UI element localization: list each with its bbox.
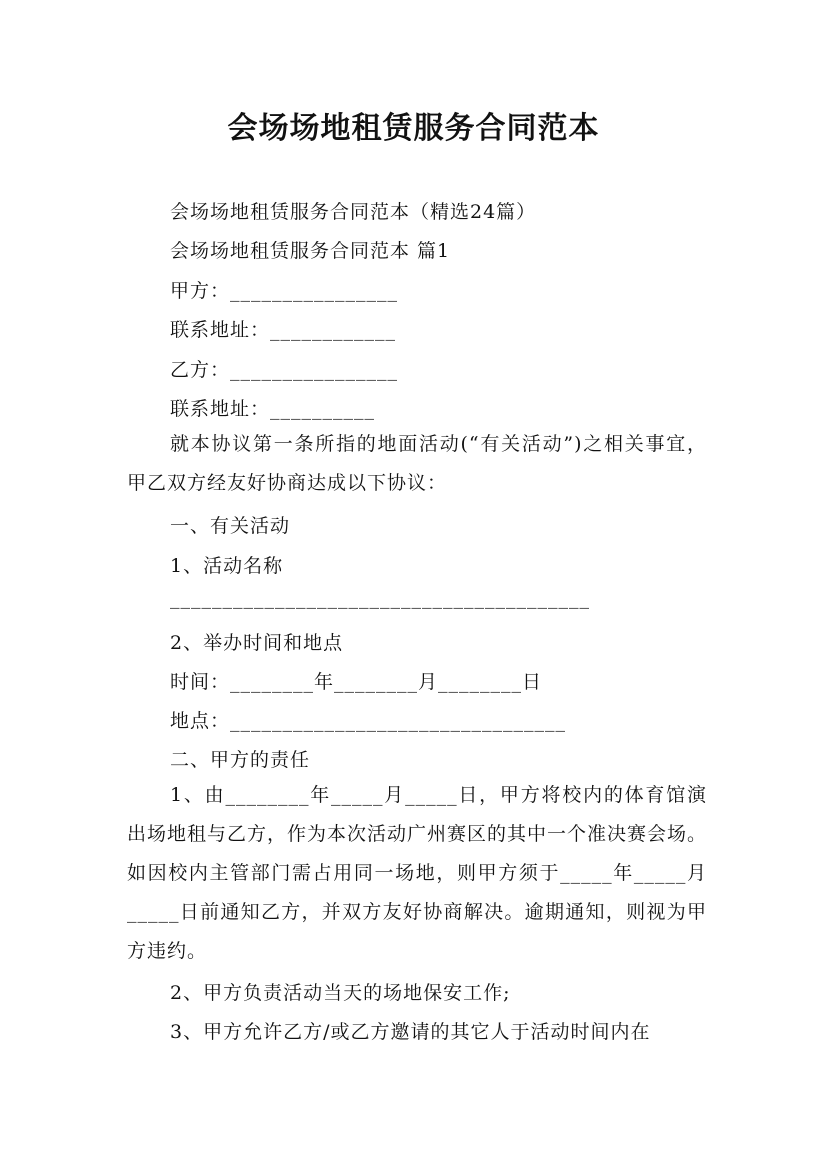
party-a-duty-paragraph: 1、由________年_____月_____日，甲方将校内的体育馆演出场地租与乙方，作为本次活动广州赛区的其中一个准决赛会场。如因校内主管部门需占用同一场地，则甲方须于_____年_____月_____日前通知乙方，并双方友好协商解决。逾期通知，则视为甲方违约。 bbox=[127, 784, 708, 962]
party-a-address-field: 联系地址：____________ bbox=[170, 319, 397, 341]
clause-heading-2: 二、甲方的责任 bbox=[170, 749, 311, 771]
time-field: 时间：________年________月________日 bbox=[170, 671, 543, 693]
activity-name-blank: ________________________________________ bbox=[170, 587, 590, 609]
duty-item-3: 3、甲方允许乙方/或乙方邀请的其它人于活动时间内在 bbox=[170, 1021, 651, 1043]
party-b-address-field: 联系地址：__________ bbox=[170, 398, 376, 420]
party-a-field: 甲方：________________ bbox=[170, 280, 399, 302]
party-b-field: 乙方：________________ bbox=[170, 359, 399, 381]
subtitle-line: 会场场地租赁服务合同范本（精选24篇） bbox=[170, 201, 537, 223]
document-title: 会场场地租赁服务合同范本 bbox=[227, 111, 600, 146]
time-place-label: 2、举办时间和地点 bbox=[170, 632, 344, 654]
activity-name-label: 1、活动名称 bbox=[170, 555, 284, 577]
section-heading: 会场场地租赁服务合同范本 篇1 bbox=[170, 240, 451, 262]
duty-item-2: 2、甲方负责活动当天的场地保安工作; bbox=[170, 982, 511, 1004]
clause-heading-1: 一、有关活动 bbox=[170, 515, 291, 537]
place-field: 地点：________________________________ bbox=[170, 710, 567, 732]
intro-paragraph: 就本协议第一条所指的地面活动(“有关活动”)之相关事宜，甲乙双方经友好协商达成以下协议： bbox=[127, 433, 707, 494]
